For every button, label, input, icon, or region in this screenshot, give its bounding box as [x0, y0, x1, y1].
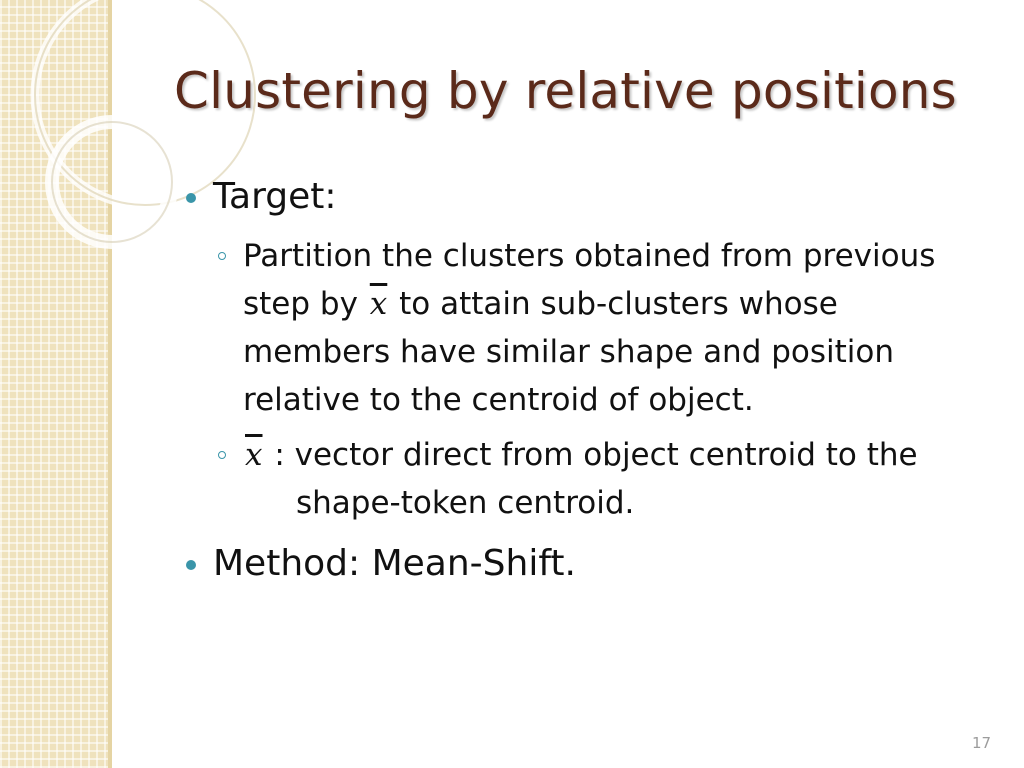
page-number: 17: [972, 734, 992, 752]
sub-bullet-1-line-2-rest: to attain sub-clusters whose: [399, 286, 838, 322]
sub-bullet-circle: [218, 451, 226, 459]
sub-bullet-2-line-1: [243, 437, 918, 473]
sub-bullet-circle: [218, 252, 226, 260]
decorative-rings: [0, 0, 260, 320]
x-bar-symbol: $\overline{x}$: [245, 437, 263, 473]
sub-bullet-2-line-2: shape-token centroid.: [296, 485, 635, 521]
bullet-dot: [186, 193, 196, 203]
sub-bullet-1-line-3: members have similar shape and position: [243, 334, 895, 370]
bullet-method: Method: Mean-Shift.: [213, 543, 576, 584]
sub-bullet-1-line-1: Partition the clusters obtained from previous: [243, 238, 936, 274]
slide-title: Clustering by relative positions: [174, 62, 957, 120]
bullet-dot: [186, 560, 196, 570]
sub-bullet-1-line-2: [243, 286, 838, 322]
sub-bullet-1-line-4: relative to the centroid of object.: [243, 382, 754, 418]
bullet-target: Target:: [213, 176, 337, 217]
sub-bullet-2-line-1-text: : vector direct from object centroid to the: [274, 437, 918, 473]
sub-bullet-1-line-2-text: step by: [243, 286, 358, 322]
x-bar-symbol: $\overline{x}$: [369, 286, 388, 322]
